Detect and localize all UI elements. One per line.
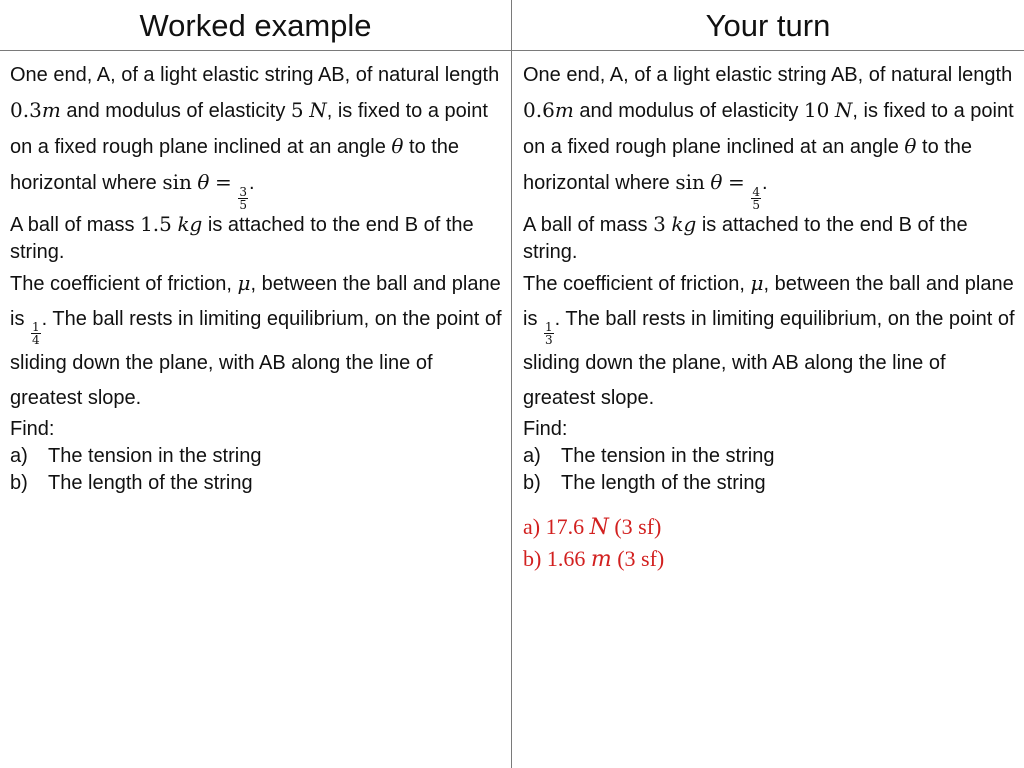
mu-symbol: μ xyxy=(750,270,764,295)
text: The coefficient of friction, xyxy=(10,272,238,295)
equals-sign: = xyxy=(215,170,232,194)
denominator: 4 xyxy=(32,333,40,348)
text: , between the ball and plane is xyxy=(523,272,1014,330)
header-divider xyxy=(0,50,1024,51)
problem-statement xyxy=(523,58,1015,211)
modulus-value: 10 xyxy=(803,98,830,122)
unit: kg xyxy=(671,211,697,236)
natural-length-value: 0.3 xyxy=(10,98,42,122)
text: is attached to the end B of the string. xyxy=(523,213,968,263)
find-label: Find: xyxy=(10,418,55,441)
mass-value: 1.5 xyxy=(140,211,172,236)
answer-unit: N xyxy=(589,515,609,541)
part-text: The tension in the string xyxy=(48,445,262,468)
mu-fraction xyxy=(544,321,554,346)
text: One end, A, of a light elastic string AB, of natural length xyxy=(10,64,500,86)
answer-b xyxy=(523,543,1015,575)
text: A ball of mass xyxy=(523,213,654,236)
part-text: The length of the string xyxy=(561,472,766,495)
part-text: The tension in the string xyxy=(561,445,775,468)
modulus-value: 5 xyxy=(290,98,304,122)
worked-example-column xyxy=(10,58,502,497)
unit: N xyxy=(309,98,327,122)
friction-statement xyxy=(10,266,502,417)
your-turn-column xyxy=(523,58,1015,575)
answer-text: b) 1.66 xyxy=(523,546,591,572)
sin-function: sin xyxy=(675,170,705,194)
unit: m xyxy=(41,98,61,122)
natural-length-value: 0.6 xyxy=(523,98,555,122)
column-divider xyxy=(511,0,512,768)
answer-a xyxy=(523,511,1015,543)
list-item xyxy=(10,443,502,470)
equals-sign: = xyxy=(728,170,745,194)
text: , is fixed to a point on a fixed rough plane inclined at an angle xyxy=(10,100,488,158)
text: to the horizontal where xyxy=(10,136,460,194)
numerator: 1 xyxy=(545,320,553,335)
answer-text: (3 sf) xyxy=(608,514,662,540)
denominator: 3 xyxy=(545,333,553,348)
text: is attached to the end B of the string. xyxy=(10,213,474,263)
theta-symbol: θ xyxy=(197,170,210,194)
text: . xyxy=(762,172,768,194)
problem-statement xyxy=(10,58,502,211)
numerator: 1 xyxy=(32,320,40,335)
part-label: b) xyxy=(523,472,541,495)
part-label: a) xyxy=(10,445,28,468)
text: to the horizontal where xyxy=(523,136,973,194)
sin-function: sin xyxy=(162,170,192,194)
ball-statement xyxy=(10,211,502,266)
sin-fraction xyxy=(238,186,248,211)
text: and modulus of elasticity xyxy=(573,100,804,122)
unit: N xyxy=(834,98,853,122)
ball-statement xyxy=(523,211,1015,266)
unit: kg xyxy=(177,211,203,236)
text: , is fixed to a point on a fixed rough plane inclined at an angle xyxy=(523,100,1014,158)
text: and modulus of elasticity xyxy=(60,100,291,122)
text: A ball of mass xyxy=(10,213,141,236)
part-label: b) xyxy=(10,472,28,495)
sin-fraction xyxy=(751,186,761,211)
friction-statement xyxy=(523,266,1015,417)
list-item xyxy=(523,443,1015,470)
question-parts xyxy=(523,443,1015,497)
mu-fraction xyxy=(31,321,41,346)
text: . xyxy=(249,172,255,194)
header-your-turn: Your turn xyxy=(705,8,831,43)
answer-text: (3 sf) xyxy=(611,546,665,572)
denominator: 5 xyxy=(239,197,247,212)
mass-value: 3 xyxy=(653,211,666,236)
denominator: 5 xyxy=(752,197,760,212)
part-label: a) xyxy=(523,445,541,468)
answers xyxy=(523,511,1015,575)
part-text: The length of the string xyxy=(48,472,253,495)
unit: m xyxy=(554,98,574,122)
answer-text: a) 17.6 xyxy=(523,514,590,540)
answer-unit: m xyxy=(590,547,612,573)
text: . The ball rests in limiting equilibrium, on the point of sliding down the plane, with AB along the line of greatest slope. xyxy=(10,307,502,410)
text: , between the ball and plane is xyxy=(10,272,501,330)
numerator: 3 xyxy=(239,184,247,199)
mu-symbol: μ xyxy=(237,270,251,295)
theta-symbol: θ xyxy=(391,134,404,158)
list-item xyxy=(10,470,502,497)
text: . The ball rests in limiting equilibrium, on the point of sliding down the plane, with AB along the line of greatest slope. xyxy=(523,307,1015,410)
numerator: 4 xyxy=(752,184,760,199)
text: The coefficient of friction, xyxy=(523,272,751,295)
list-item xyxy=(523,470,1015,497)
theta-symbol: θ xyxy=(904,134,917,158)
theta-symbol: θ xyxy=(710,170,723,194)
question-parts xyxy=(10,443,502,497)
text: One end, A, of a light elastic string AB, of natural length xyxy=(523,64,1013,86)
header-worked-example: Worked example xyxy=(139,8,372,43)
find-label: Find: xyxy=(523,418,568,441)
